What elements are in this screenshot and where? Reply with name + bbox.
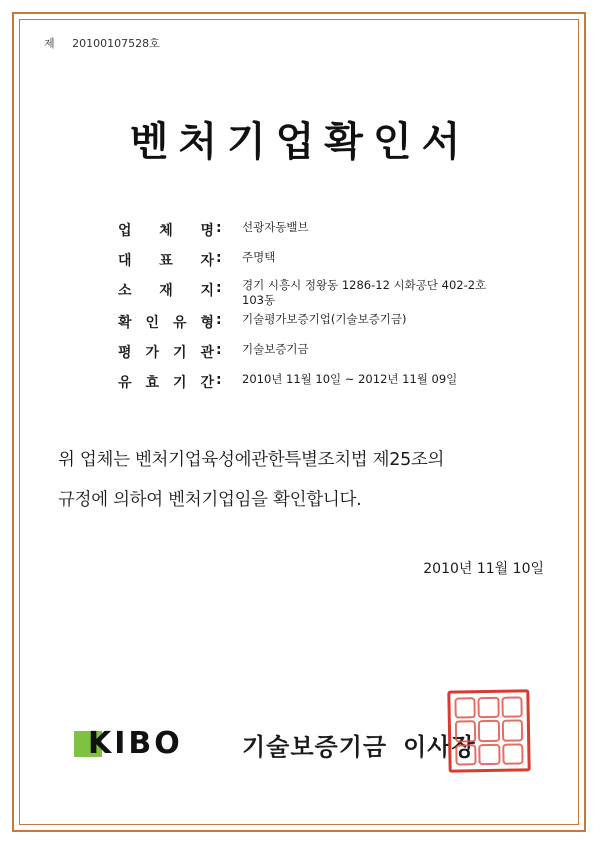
seal-glyph	[501, 696, 523, 718]
field-label	[118, 220, 214, 240]
document-title: 벤처기업확인서	[129, 118, 471, 165]
field-colon: :	[216, 342, 222, 358]
field-label-char: 기	[172, 345, 187, 361]
field-label-char: 업	[118, 223, 132, 239]
certificate-number	[44, 35, 160, 51]
seal-glyph	[455, 744, 477, 766]
logo-text: KIBO	[88, 726, 183, 761]
field-label-char: 명	[200, 223, 214, 239]
field-label-char: 소	[118, 283, 132, 299]
field-label-char: 평	[118, 345, 132, 361]
issuer-name	[242, 727, 476, 762]
issuer-organization: 기술보증기금	[242, 732, 388, 761]
field-label-char: 형	[200, 315, 214, 331]
field-label	[118, 280, 214, 300]
field-label-char: 유	[172, 315, 187, 331]
statement-line: 위 업체는 벤처기업육성에관한특별조치법 제25조의	[58, 450, 445, 470]
field-value	[242, 278, 552, 308]
field-value: 기술보증기금	[242, 342, 309, 356]
field-colon: :	[216, 312, 222, 328]
field-label-char: 지	[200, 283, 214, 299]
field-label-char: 가	[145, 345, 160, 361]
field-label	[118, 312, 214, 332]
field-colon: :	[216, 372, 222, 388]
issuer	[74, 726, 476, 762]
certificate-statement	[58, 440, 558, 520]
statement-line: 규정에 의하여 벤처기업임을 확인합니다.	[58, 490, 362, 510]
field-label-char: 표	[159, 253, 173, 269]
seal-glyph	[478, 720, 500, 742]
field-value: 주명택	[242, 250, 276, 264]
field-colon: :	[216, 250, 222, 266]
field-label-char: 재	[159, 283, 173, 299]
field-label-char: 인	[145, 315, 160, 331]
field-label	[118, 372, 214, 392]
seal-glyph	[501, 720, 523, 742]
field-label-char: 효	[145, 375, 160, 391]
kibo-logo-icon	[74, 726, 224, 761]
field-label-char: 자	[200, 253, 214, 269]
field-value: 선광자동밸브	[242, 220, 309, 234]
field-label-char: 기	[172, 375, 187, 391]
issuer-position: 이사장	[403, 732, 476, 761]
seal-glyph	[478, 697, 500, 719]
field-value: 기술평가보증기업(기술보증기금)	[242, 312, 407, 326]
field-label-char: 확	[118, 315, 132, 331]
seal-glyph	[455, 721, 477, 743]
official-seal-icon	[447, 689, 530, 772]
field-colon: :	[216, 220, 222, 236]
field-value-line: 경기 시흥시 정왕동 1286-12 시화공단 402-2호	[242, 278, 487, 292]
field-value: 2010년 11월 10일 ~ 2012년 11월 09일	[242, 372, 458, 386]
certificate-number-value: 20100107528호	[72, 37, 160, 50]
field-colon: :	[216, 280, 222, 296]
field-value-line: 103동	[242, 293, 276, 307]
seal-glyph	[479, 743, 501, 765]
field-label-char: 체	[159, 223, 173, 239]
seal-glyph	[502, 743, 524, 765]
issue-date: 2010년 11월 10일	[423, 561, 544, 577]
certificate-number-prefix: 제	[44, 37, 55, 50]
field-label-char: 관	[200, 345, 214, 361]
field-label-char: 대	[118, 253, 132, 269]
field-label	[118, 342, 214, 362]
seal-glyph	[454, 697, 476, 719]
field-label	[118, 250, 214, 270]
field-label-char: 유	[118, 375, 132, 391]
field-label-char: 간	[200, 375, 214, 391]
